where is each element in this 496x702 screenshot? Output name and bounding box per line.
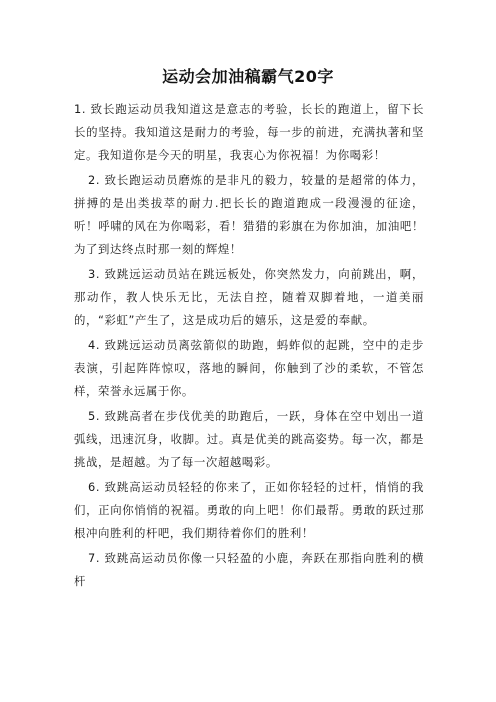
paragraph-2: 2. 致长跑运动员磨炼的是非凡的毅力，较量的是超常的体力，拼搏的是出类拔萃的耐力.把长长的跑道跑成一段漫漫的征途，听！呼啸的风在为你喝彩，看！猎猎的彩旗在为你加油，加油吧！为了到达终点时那一刻的辉煌！ [74,173,424,256]
paragraph-5: 5. 致跳高者在步伐优美的助跑后，一跃，身体在空中划出一道弧线，迅速沉身，收脚。过。真是优美的跳高姿势。每一次，都是挑战，是超越。为了每一次超越喝彩。 [74,409,424,469]
document-title: 运动会加油稿霸气20字 [162,67,334,86]
paragraph-1: 1. 致长跑运动员我知道这是意志的考验，长长的跑道上，留下长长的坚持。我知道这是耐力的考验，每一步的前进，充满执著和坚定。我知道你是今天的明星，我衷心为你祝福！为你喝彩！ [74,102,424,162]
paragraph-6: 6. 致跳高运动员轻轻的你来了，正如你轻轻的过杆，悄悄的我们，正向你悄悄的祝福。勇敢的向上吧！你们最帮。勇敢的跃过那根冲向胜利的杆吧，我们期待着你们的胜利！ [74,480,424,540]
paragraph-3: 3. 致跳远运动员站在跳远板处，你突然发力，向前跳出，啊，那动作，教人快乐无比，无法自控，随着双脚着地，一道美丽的，“彩虹”产生了，这是成功后的嬉乐，这是爱的奉献。 [74,267,424,327]
paragraph-7: 7. 致跳高运动员你像一只轻盈的小鹿，奔跃在那指向胜利的横杆 [74,551,424,588]
document-body [74,98,424,595]
paragraph-4: 4. 致跳远运动员离弦箭似的助跑，蚂蚱似的起跳，空中的走步表演，引起阵阵惊叹，落地的瞬间，你触到了沙的柔软，不管怎样，荣誉永远属于你。 [74,338,424,398]
